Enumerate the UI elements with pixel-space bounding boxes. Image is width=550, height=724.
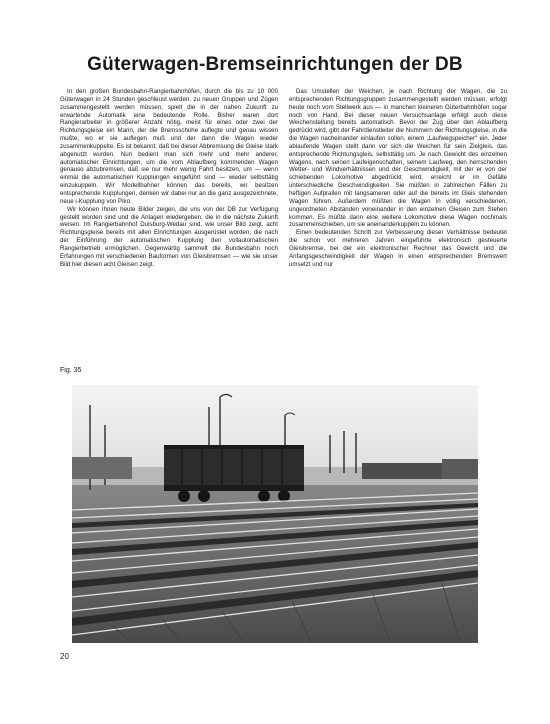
right-text-column (289, 88, 507, 268)
paragraph: Das Umstellen der Weichen, je nach Richtung der Wagen, die zu entsprechenden Richtungsgruppen zusammengestellt werden müssen, erfolgt heute noch vom Stellwerk aus — in manchen kleineren Güterbahnhöfen sogar noch von Hand. Bei dieser neuen Versuchsanlage erfolgt auch diese Weichenstellung bereits automatisch. Bevor der Zug über den Ablaufberg gedrückt wird, gibt der Fahrdienstleiter die Nummern der Richtungsgleise, in die die Wagen nacheinander einlaufen sollen, einem „Laufwegspeicher“ ein. Jeder ablaufende Wagen stellt dann vor sich die Weichen für sein Zielgleis, das entsprechende Richtungsgleis, selbsttätig um. Je nach Gewicht des einzelnen Wagens, nach seinen Laufeigenschaften, seinem Laufweg, den herrschenden Wetter- und Windverhältnissen und der Geschwindigkeit, mit der er von der schiebenden Lokomotive abgedrückt wird, erreicht er im Gefälle unterschiedliche Geschwindigkeiten. Sie müßten in zahlreichen Fällen zu heftigen Aufprallen mit langsameren oder auf die bereits im Gleis stehenden Wagen führen. Außerdem müßten die Wagen in völlig verschiedenen, ungeordneten Abständen voneinander in den einzelnen Gleisen zum Stehen kommen. Es müßte dann eine weitere Lokomotive diese Wagen nochmals zusammenschieben, um sie aneinanderkuppeln zu können. (289, 88, 507, 229)
paragraph: Wir können Ihnen heute Bilder zeigen, die uns von der DB zur Verfügung gestellt worden sind und die Anlagen wiedergeben, die in die nächste Zukunft weisen. Im Rangierbahnhof Duisburg-Wedau sind, wie unser Bild zeigt, acht Richtungsgleise bereits mit allen Einrichtungen ausgerüstet worden, die nach der Einführung der automatischen Kupplung den vollautomatischen Rangierbetrieb ermöglichen. Gegenwärtig sammelt die Bundesbahn noch Erfahrungen mit verschiedenen Bauformen von Gleisbremsen — wie sie unser Bild hier diesen acht Gleisen zeigt. (60, 205, 278, 268)
page-title: Güterwagen-Bremseinrichtungen der DB (87, 54, 463, 75)
page-number: 20 (60, 652, 69, 661)
rail-yard-photo (72, 385, 478, 643)
paragraph: In den großen Bundesbahn-Rangierbahnhöfen, durch die bis zu 10 000 Güterwagen in 24 Stunden geschleust werden, zu neuen Gruppen und Zügen zusammengestellt werden müssen, spielt die in der nahen Zukunft zu erwartende Automatik eine bedeutende Rolle. Bisher waren dort Rangierarbeiter in größerer Anzahl nötig, meist für eines oder zwei der Richtungsgleise ein Mann, der die Bremsschuhe auflegte und genau wissen mußte, wo er sie auflegen muß und der dann die Wagen wieder zusammenkuppelte. Es ist bekannt, daß bei dieser Abbremsung die Gleise stark abgenutzt wurden. Nun bedient man sich mehr und mehr anderer, automatischer Einrichtungen, um die vom Ablaufberg kommenden Wagen genauso abzubremsen, daß sie nur mehr wenig Fahrt besitzen, um — wenn einmal die automatischen Kupplungen eingeführt sind — wieder selbsttätig einzukuppeln. Wir Modellbahner können das bereits, wir besitzen entsprechende Kupplungen, denken wir dabei nur an die ganz ausgezeichnete, neue i-Kupplung von Piko. (60, 88, 278, 205)
paragraph: Einen bedeutenden Schritt zur Verbesserung dieser Verhältnisse bedeutet die schon vor mehreren Jahren eingeführte elektronisch gesteuerte Gleisbremse, bei der ein elektronischer Rechner das Gewicht und die Anfangsgeschwindigkeit der Wagen in einen entsprechenden Bremswert umsetzt und nur (289, 229, 507, 268)
left-text-column (60, 88, 278, 268)
figure-label: Fig. 35 (60, 367, 82, 374)
